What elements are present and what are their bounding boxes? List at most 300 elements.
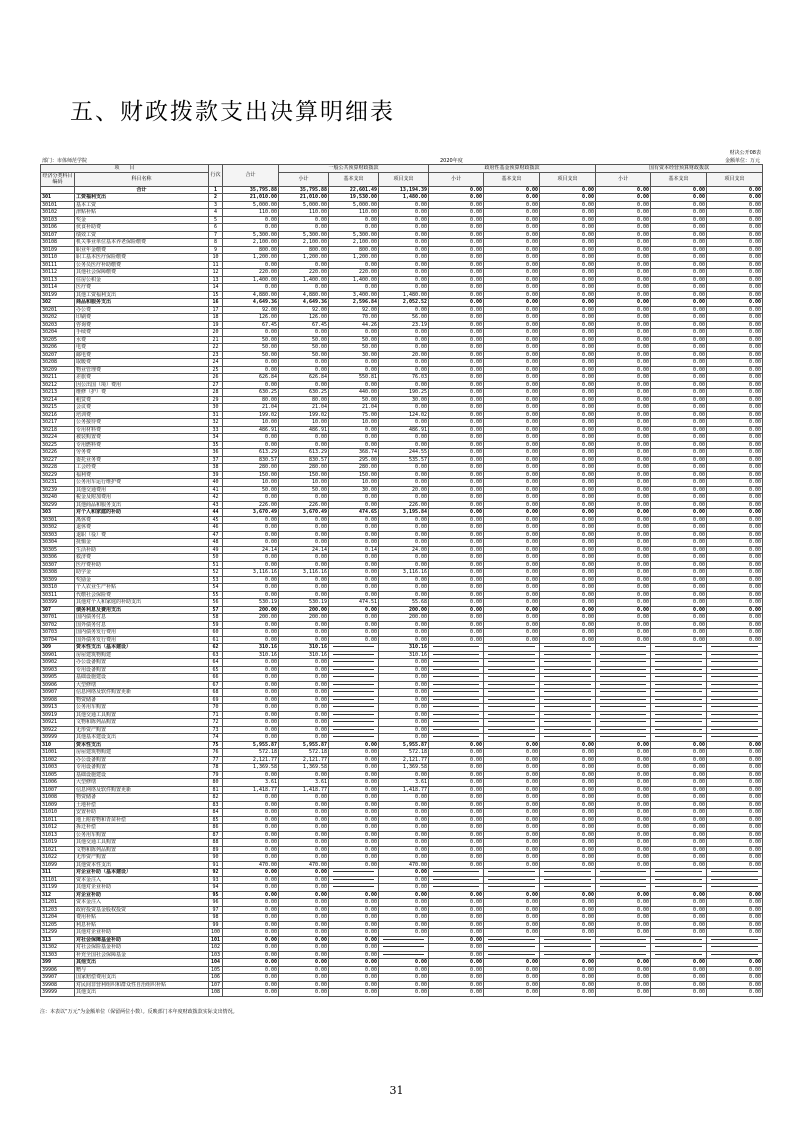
amount-cell: 30.00 (379, 396, 429, 404)
subject-name-cell: 其他对企业补助 (75, 929, 209, 937)
line-number-cell: 108 (209, 989, 223, 997)
subject-name-cell: 津贴补贴 (75, 209, 209, 217)
amount-cell: 613.29 (223, 449, 279, 457)
amount-cell: 0.00 (223, 726, 279, 734)
table-row (41, 936, 763, 944)
class-code-cell: 31005 (41, 771, 75, 779)
amount-cell: 0.00 (279, 381, 329, 389)
amount-cell: 0.00 (707, 441, 763, 449)
amount-cell: 0.00 (596, 846, 651, 854)
amount-cell: 440.00 (329, 389, 379, 397)
amount-cell: 0.00 (429, 749, 484, 757)
amount-cell: 0.00 (279, 989, 329, 997)
amount-cell: 0.00 (429, 291, 484, 299)
class-code-cell: 30113 (41, 276, 75, 284)
class-code-cell: 30114 (41, 284, 75, 292)
table-row (41, 794, 763, 802)
line-number-cell: 90 (209, 854, 223, 862)
line-number-cell: 2 (209, 194, 223, 202)
class-code-cell: 30103 (41, 216, 75, 224)
table-row (41, 636, 763, 644)
line-number-cell: 88 (209, 839, 223, 847)
amount-cell (707, 726, 763, 734)
amount-cell: 0.00 (279, 951, 329, 959)
amount-cell: 0.00 (707, 824, 763, 832)
amount-cell: 0.00 (540, 899, 596, 907)
not-applicable-dash (488, 721, 535, 723)
amount-cell: 0.00 (279, 674, 329, 682)
amount-cell: 0.00 (484, 929, 540, 937)
amount-cell: 0.00 (379, 539, 429, 547)
line-number-cell: 63 (209, 651, 223, 659)
not-applicable-dash (333, 646, 374, 648)
subject-name-cell: 住房公积金 (75, 276, 209, 284)
amount-cell: 0.00 (707, 239, 763, 247)
not-applicable-dash (711, 654, 758, 656)
class-code-cell: 30301 (41, 516, 75, 524)
amount-cell: 830.57 (223, 456, 279, 464)
amount-cell: 0.00 (484, 599, 540, 607)
amount-cell: 0.00 (651, 261, 707, 269)
amount-cell: 0.00 (596, 479, 651, 487)
amount-cell: 5,955.87 (279, 741, 329, 749)
not-applicable-dash (711, 946, 758, 948)
line-number-cell: 37 (209, 456, 223, 464)
not-applicable-dash (655, 714, 702, 716)
line-number-cell: 93 (209, 876, 223, 884)
not-applicable-dash (544, 729, 591, 731)
table-row (41, 614, 763, 622)
amount-cell: 0.00 (596, 344, 651, 352)
subject-name-cell: 劳务费 (75, 449, 209, 457)
amount-cell: 0.00 (651, 861, 707, 869)
not-applicable-dash (600, 676, 646, 678)
amount-cell: 199.02 (279, 411, 329, 419)
not-applicable-dash (433, 654, 479, 656)
amount-cell: 0.00 (329, 786, 379, 794)
amount-cell: 0.00 (596, 209, 651, 217)
amount-cell: 0.00 (279, 224, 329, 232)
amount-cell: 0.00 (329, 494, 379, 502)
amount-cell: 0.00 (223, 524, 279, 532)
amount-cell: 0.00 (651, 449, 707, 457)
amount-cell: 0.00 (540, 801, 596, 809)
class-code-cell: 31006 (41, 779, 75, 787)
line-number-cell: 68 (209, 689, 223, 697)
amount-cell: 0.00 (429, 216, 484, 224)
amount-cell: 0.00 (379, 681, 429, 689)
amount-cell: 50.00 (223, 344, 279, 352)
not-applicable-dash (600, 886, 646, 888)
amount-cell (484, 936, 540, 944)
amount-cell (429, 666, 484, 674)
amount-cell: 0.00 (429, 374, 484, 382)
amount-cell (707, 719, 763, 727)
not-applicable-dash (544, 954, 591, 956)
amount-cell (596, 951, 651, 959)
amount-cell: 0.00 (540, 966, 596, 974)
class-code-cell: 30239 (41, 486, 75, 494)
amount-cell: 0.00 (429, 359, 484, 367)
amount-cell: 0.00 (651, 891, 707, 899)
amount-cell: 0.00 (223, 441, 279, 449)
subject-name-cell: 医疗费补助 (75, 561, 209, 569)
class-code-cell: 30225 (41, 441, 75, 449)
class-code-cell: 30206 (41, 344, 75, 352)
amount-cell: 0.00 (429, 351, 484, 359)
amount-cell: 0.00 (279, 576, 329, 584)
not-applicable-dash (333, 721, 374, 723)
not-applicable-dash (544, 939, 591, 941)
amount-cell: 0.00 (484, 899, 540, 907)
amount-cell (707, 696, 763, 704)
table-row (41, 509, 763, 517)
amount-cell: 0.00 (279, 921, 329, 929)
table-row (41, 254, 763, 262)
unit-label: 金额单位：万元 (724, 158, 760, 164)
table-row (41, 906, 763, 914)
amount-cell: 0.00 (596, 614, 651, 622)
line-number-cell: 4 (209, 209, 223, 217)
amount-cell (596, 944, 651, 952)
amount-cell: 0.00 (484, 779, 540, 787)
amount-cell: 0.00 (596, 764, 651, 772)
amount-cell: 0.00 (707, 396, 763, 404)
amount-cell: 0.00 (429, 456, 484, 464)
table-row (41, 914, 763, 922)
amount-cell: 0.00 (484, 606, 540, 614)
class-code-cell: 30214 (41, 396, 75, 404)
class-code-cell: 30201 (41, 306, 75, 314)
class-code-cell: 30224 (41, 434, 75, 442)
amount-cell: 0.00 (379, 329, 429, 337)
amount-cell: 0.00 (707, 299, 763, 307)
amount-cell: 0.00 (223, 696, 279, 704)
subject-name-cell: 对企业补助 (75, 891, 209, 899)
amount-cell (484, 651, 540, 659)
class-code-cell: 30921 (41, 719, 75, 727)
amount-cell: 220.00 (223, 269, 279, 277)
subject-name-cell: 物资储备 (75, 696, 209, 704)
amount-cell: 0.00 (484, 824, 540, 832)
amount-cell: 0.00 (596, 981, 651, 989)
subject-name-cell: 机关事业单位基本养老保险缴费 (75, 239, 209, 247)
header-basic: 基本支出 (329, 172, 379, 186)
amount-cell: 0.00 (429, 599, 484, 607)
amount-cell: 0.00 (540, 771, 596, 779)
line-number-cell: 76 (209, 749, 223, 757)
amount-cell: 0.00 (279, 621, 329, 629)
amount-cell: 0.00 (596, 276, 651, 284)
not-applicable-dash (488, 954, 535, 956)
line-number-cell: 72 (209, 719, 223, 727)
amount-cell: 0.00 (651, 239, 707, 247)
class-code-cell: 31007 (41, 786, 75, 794)
amount-cell: 0.00 (484, 966, 540, 974)
amount-cell: 0.00 (279, 854, 329, 862)
amount-cell: 0.00 (223, 381, 279, 389)
amount-cell: 0.00 (484, 479, 540, 487)
table-row (41, 216, 763, 224)
not-applicable-dash (600, 691, 646, 693)
amount-cell (596, 666, 651, 674)
amount-cell: 0.00 (707, 216, 763, 224)
not-applicable-dash (488, 669, 535, 671)
amount-cell: 0.00 (429, 764, 484, 772)
amount-cell: 0.00 (223, 824, 279, 832)
amount-cell: 0.00 (596, 494, 651, 502)
line-number-cell: 71 (209, 711, 223, 719)
not-applicable-dash (655, 669, 702, 671)
header-total: 合计 (223, 165, 279, 187)
subject-name-cell: 助学金 (75, 569, 209, 577)
not-applicable-dash (711, 939, 758, 941)
line-number-cell: 55 (209, 591, 223, 599)
amount-cell: 0.00 (223, 951, 279, 959)
not-applicable-dash (544, 886, 591, 888)
amount-cell: 0.00 (707, 314, 763, 322)
amount-cell: 310.16 (223, 651, 279, 659)
class-code-cell: 30107 (41, 231, 75, 239)
amount-cell: 0.00 (596, 539, 651, 547)
header-gov-fund: 政府性基金预算财政拨款 (429, 165, 596, 173)
amount-cell: 0.00 (540, 921, 596, 929)
amount-cell (707, 659, 763, 667)
amount-cell: 0.00 (429, 756, 484, 764)
amount-cell: 0.00 (484, 561, 540, 569)
amount-cell: 0.00 (707, 914, 763, 922)
amount-cell: 0.00 (651, 906, 707, 914)
not-applicable-dash (655, 654, 702, 656)
amount-cell: 0.00 (223, 516, 279, 524)
amount-cell: 470.00 (379, 861, 429, 869)
amount-cell: 486.91 (223, 426, 279, 434)
amount-cell: 0.00 (379, 531, 429, 539)
line-number-cell: 84 (209, 809, 223, 817)
amount-cell: 0.00 (540, 194, 596, 202)
amount-cell: 150.00 (223, 471, 279, 479)
not-applicable-dash (544, 871, 591, 873)
amount-cell: 1,200.00 (223, 254, 279, 262)
amount-cell: 0.00 (596, 321, 651, 329)
not-applicable-dash (655, 646, 702, 648)
amount-cell (329, 681, 379, 689)
table-row (41, 284, 763, 292)
amount-cell (707, 644, 763, 652)
amount-cell: 0.00 (651, 591, 707, 599)
amount-cell: 0.00 (596, 389, 651, 397)
department-label: 部门：市体师范学院 (42, 158, 88, 164)
amount-cell: 0.00 (651, 396, 707, 404)
amount-cell: 0.00 (484, 186, 540, 194)
amount-cell: 0.00 (223, 494, 279, 502)
amount-cell: 0.00 (279, 959, 329, 967)
subject-name-cell: 因公出国（境）费用 (75, 381, 209, 389)
subject-name-cell: 利息补贴 (75, 921, 209, 929)
subject-name-cell: 其他交通费用 (75, 486, 209, 494)
table-row (41, 981, 763, 989)
amount-cell: 0.00 (651, 494, 707, 502)
amount-cell: 0.00 (540, 809, 596, 817)
class-code-cell: 31011 (41, 816, 75, 824)
amount-cell (329, 734, 379, 742)
amount-cell: 0.00 (379, 966, 429, 974)
amount-cell: 1,480.00 (379, 194, 429, 202)
table-row (41, 824, 763, 832)
not-applicable-dash (333, 676, 374, 678)
amount-cell: 0.00 (596, 569, 651, 577)
class-code-cell: 30306 (41, 554, 75, 562)
amount-cell: 474.65 (329, 509, 379, 517)
line-number-cell: 98 (209, 914, 223, 922)
not-applicable-dash (711, 886, 758, 888)
table-row (41, 531, 763, 539)
amount-cell: 0.00 (429, 816, 484, 824)
amount-cell (484, 884, 540, 892)
not-applicable-dash (333, 714, 374, 716)
table-row (41, 464, 763, 472)
class-code-cell: 30102 (41, 209, 75, 217)
amount-cell: 0.00 (379, 246, 429, 254)
amount-cell: 0.00 (484, 381, 540, 389)
amount-cell: 0.00 (596, 471, 651, 479)
amount-cell: 0.00 (329, 929, 379, 937)
table-row (41, 584, 763, 592)
amount-cell: 0.00 (651, 344, 707, 352)
amount-cell: 613.29 (279, 449, 329, 457)
amount-cell: 1,400.00 (223, 276, 279, 284)
line-number-cell: 100 (209, 929, 223, 937)
subject-name-cell: 房屋建筑物购建 (75, 749, 209, 757)
amount-cell: 0.00 (540, 854, 596, 862)
amount-cell: 0.00 (223, 539, 279, 547)
not-applicable-dash (383, 939, 424, 941)
amount-cell: 0.00 (379, 801, 429, 809)
amount-cell: 0.00 (279, 524, 329, 532)
amount-cell: 0.00 (484, 629, 540, 637)
amount-cell: 0.00 (279, 636, 329, 644)
amount-cell: 0.00 (329, 944, 379, 952)
amount-cell: 0.00 (379, 869, 429, 877)
amount-cell: 0.00 (651, 966, 707, 974)
amount-cell: 0.00 (596, 839, 651, 847)
table-row (41, 786, 763, 794)
subject-name-cell: 办公设备购置 (75, 659, 209, 667)
not-applicable-dash (711, 706, 758, 708)
line-number-cell: 50 (209, 554, 223, 562)
amount-cell: 0.00 (707, 756, 763, 764)
class-code-cell: 30217 (41, 419, 75, 427)
amount-cell: 0.00 (429, 846, 484, 854)
amount-cell: 0.00 (707, 839, 763, 847)
amount-cell: 0.00 (596, 621, 651, 629)
amount-cell: 0.00 (379, 366, 429, 374)
amount-cell: 30.00 (329, 351, 379, 359)
amount-cell: 22,601.49 (329, 186, 379, 194)
amount-cell: 0.00 (484, 914, 540, 922)
amount-cell (651, 674, 707, 682)
table-row (41, 689, 763, 697)
line-number-cell: 104 (209, 959, 223, 967)
amount-cell: 0.00 (223, 899, 279, 907)
amount-cell: 3.61 (279, 779, 329, 787)
amount-cell: 5,000.00 (223, 201, 279, 209)
amount-cell: 0.00 (596, 584, 651, 592)
table-row (41, 374, 763, 382)
amount-cell (329, 674, 379, 682)
amount-cell: 0.00 (429, 254, 484, 262)
amount-cell: 0.00 (540, 516, 596, 524)
amount-cell: 0.00 (707, 629, 763, 637)
amount-cell: 0.00 (707, 959, 763, 967)
table-row (41, 831, 763, 839)
amount-cell (329, 869, 379, 877)
amount-cell: 0.00 (540, 584, 596, 592)
amount-cell: 0.00 (279, 794, 329, 802)
line-number-cell: 30 (209, 404, 223, 412)
amount-cell: 0.00 (651, 186, 707, 194)
amount-cell: 0.00 (484, 584, 540, 592)
not-applicable-dash (600, 669, 646, 671)
subject-name-cell: 专用设备购置 (75, 764, 209, 772)
class-code-cell: 30226 (41, 449, 75, 457)
amount-cell: 4,880.00 (279, 291, 329, 299)
line-number-cell: 53 (209, 576, 223, 584)
amount-cell: 0.00 (484, 389, 540, 397)
amount-cell (329, 666, 379, 674)
not-applicable-dash (544, 646, 591, 648)
amount-cell (329, 876, 379, 884)
subject-name-cell: 退职（役）费 (75, 531, 209, 539)
subject-name-cell: 咨询费 (75, 321, 209, 329)
table-row (41, 974, 763, 982)
amount-cell: 0.00 (596, 306, 651, 314)
amount-cell: 0.00 (596, 786, 651, 794)
header-subtotal: 小计 (279, 172, 329, 186)
amount-cell: 0.00 (379, 306, 429, 314)
class-code-cell: 31012 (41, 824, 75, 832)
amount-cell: 1,400.00 (279, 276, 329, 284)
not-applicable-dash (711, 736, 758, 738)
amount-cell: 20.00 (379, 486, 429, 494)
amount-cell: 0.00 (223, 876, 279, 884)
amount-cell: 0.00 (651, 434, 707, 442)
amount-cell: 0.00 (540, 764, 596, 772)
not-applicable-dash (544, 684, 591, 686)
table-row (41, 719, 763, 727)
not-applicable-dash (600, 879, 646, 881)
amount-cell: 0.00 (651, 321, 707, 329)
header-basic: 基本支出 (484, 172, 540, 186)
amount-cell (429, 726, 484, 734)
amount-cell: 0.00 (540, 741, 596, 749)
amount-cell: 200.00 (379, 606, 429, 614)
amount-cell: 486.91 (379, 426, 429, 434)
line-number-cell: 78 (209, 764, 223, 772)
subject-name-cell: 福利费 (75, 471, 209, 479)
amount-cell: 0.00 (651, 276, 707, 284)
amount-cell: 0.00 (379, 816, 429, 824)
amount-cell: 0.00 (707, 449, 763, 457)
amount-cell: 244.55 (379, 449, 429, 457)
amount-cell (707, 951, 763, 959)
amount-cell: 0.00 (596, 314, 651, 322)
amount-cell (484, 734, 540, 742)
table-row (41, 846, 763, 854)
amount-cell: 0.00 (540, 831, 596, 839)
amount-cell: 3,116.16 (379, 569, 429, 577)
amount-cell: 0.00 (379, 726, 429, 734)
